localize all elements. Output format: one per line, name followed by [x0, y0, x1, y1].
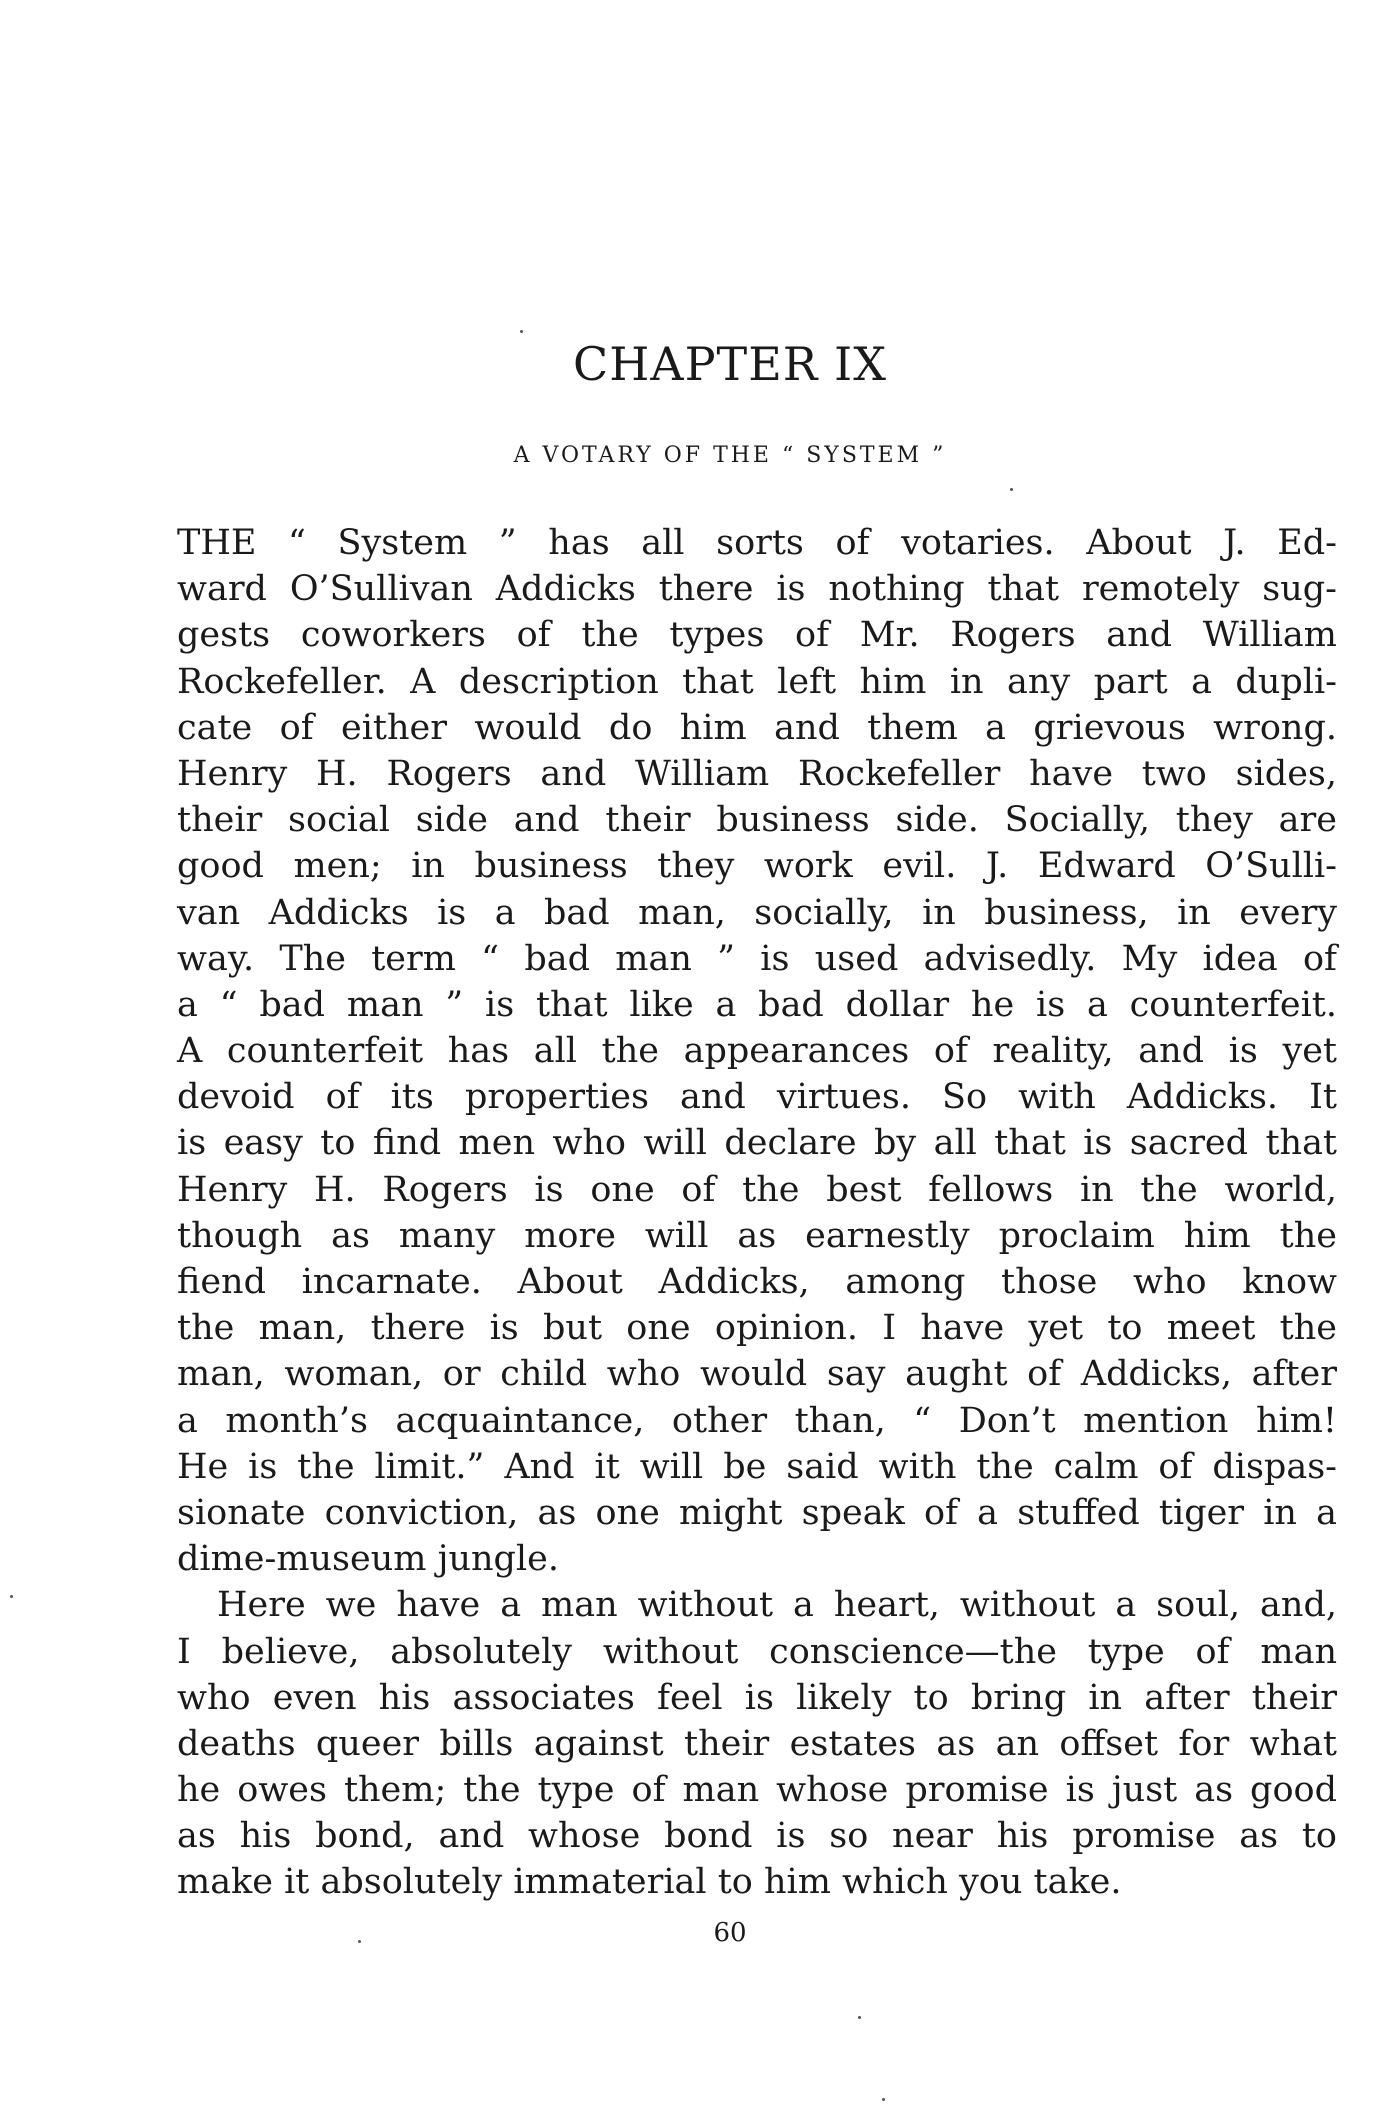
text-line: fiend incarnate. About Addicks, among those who know — [177, 1262, 1337, 1302]
text-line: a “ bad man ” is that like a bad dollar he is a counterfeit. — [177, 984, 1337, 1025]
text-line: Rockefeller. A description that left him in any part a dupli- — [177, 661, 1337, 702]
page-number: 60 — [713, 1918, 747, 1948]
chapter-heading: CHAPTER IX — [573, 337, 887, 391]
text-line: sionate conviction, as one might speak of a stuffed tiger in a — [177, 1492, 1337, 1533]
text-line: he owes them; the type of man whose promise is just as good — [177, 1770, 1337, 1811]
text-line: though as many more will as earnestly proclaim him the — [177, 1215, 1337, 1256]
text-line: Here we have a man without a heart, without a soul, and, — [217, 1585, 1337, 1626]
print-speck — [358, 1940, 361, 1943]
text-line: a month’s acquaintance, other than, “ Don’t mention him! — [177, 1400, 1337, 1441]
print-speck — [858, 2016, 861, 2019]
text-line: who even his associates feel is likely to bring in after their — [177, 1677, 1337, 1718]
text-line: as his bond, and whose bond is so near his promise as to — [177, 1816, 1337, 1857]
text-line: He is the limit.” And it will be said with the calm of dispas- — [177, 1446, 1337, 1487]
body-text — [177, 520, 1337, 1906]
text-line: is easy to find men who will declare by all that is sacred that — [177, 1123, 1337, 1164]
text-line: man, woman, or child who would say aught of Addicks, after — [177, 1354, 1337, 1395]
text-line: way. The term “ bad man ” is used advisedly. My idea of — [177, 938, 1337, 979]
text-line: dime-museum jungle. — [177, 1539, 559, 1580]
text-line: deaths queer bills against their estates as an offset for what — [177, 1723, 1337, 1764]
text-line: A counterfeit has all the appearances of reality, and is yet — [177, 1031, 1337, 1072]
text-line: make it absolutely immaterial to him which you take. — [177, 1862, 1122, 1903]
text-line: van Addicks is a bad man, socially, in business, in every — [177, 892, 1337, 933]
text-line: THE “ System ” has all sorts of votaries. About J. Ed- — [177, 523, 1337, 563]
text-line: Henry H. Rogers and William Rockefeller have two sides, — [177, 753, 1337, 794]
text-line: cate of either would do him and them a grievous wrong. — [177, 707, 1337, 748]
text-line: the man, there is but one opinion. I have yet to meet the — [177, 1308, 1337, 1349]
paragraph-1 — [177, 520, 1337, 1582]
print-speck — [882, 2098, 885, 2101]
text-line: I believe, absolutely without conscience—the type of man — [177, 1631, 1337, 1672]
chapter-subtitle: A VOTARY OF THE “ SYSTEM ” — [513, 443, 947, 468]
text-line: good men; in business they work evil. J. Edward O’Sulli- — [177, 846, 1337, 887]
print-speck — [10, 1595, 13, 1598]
text-line: their social side and their business side. Socially, they are — [177, 800, 1337, 841]
print-speck — [1010, 488, 1013, 491]
text-line: devoid of its properties and virtues. So with Addicks. It — [177, 1077, 1337, 1118]
text-line: Henry H. Rogers is one of the best fellows in the world, — [177, 1169, 1337, 1210]
print-speck — [520, 330, 523, 333]
text-line: ward O’Sullivan Addicks there is nothing that remotely sug- — [177, 569, 1337, 610]
paragraph-2 — [177, 1582, 1337, 1905]
text-line: gests coworkers of the types of Mr. Rogers and William — [177, 615, 1337, 656]
